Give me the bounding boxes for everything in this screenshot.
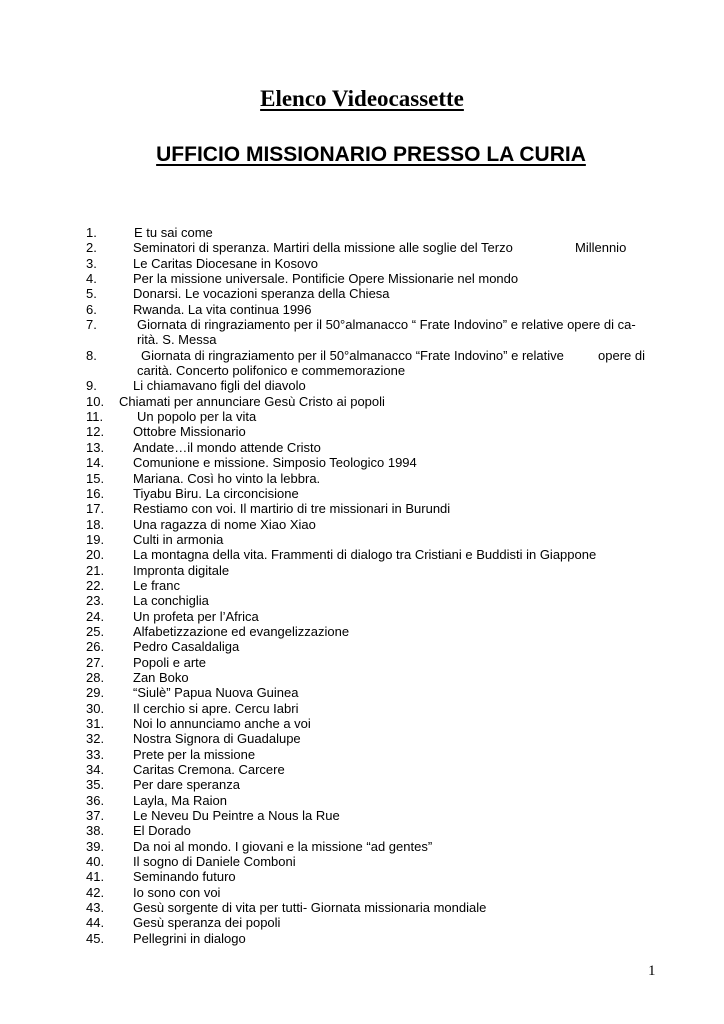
- list-item: [0, 808, 724, 823]
- list-item: [0, 762, 724, 777]
- item-title: “Siulè” Papua Nuova Guinea: [133, 685, 299, 701]
- item-number: 25.: [86, 623, 105, 639]
- list-item: [0, 593, 724, 608]
- item-title: Gesù sorgente di vita per tutti- Giornata missionaria mondiale: [133, 900, 487, 916]
- item-title: Popoli e arte: [133, 654, 206, 670]
- list-item: [0, 854, 724, 869]
- item-title: Per la missione universale. Pontificie Opere Missionarie nel mondo: [133, 271, 519, 287]
- list-item: [0, 777, 724, 792]
- item-title-continuation: Millennio: [575, 240, 627, 256]
- item-title: Zan Boko: [133, 669, 189, 685]
- list-item: [0, 609, 724, 624]
- document-title: Elenco Videocassette: [260, 86, 464, 111]
- list-item: [0, 624, 724, 639]
- item-title: Comunione e missione. Simposio Teologico 1994: [133, 455, 417, 471]
- item-title: La conchiglia: [133, 593, 209, 609]
- item-number: 30.: [86, 700, 105, 716]
- list-item: [0, 532, 724, 547]
- item-title: Da noi al mondo. I giovani e la missione “ad gentes”: [133, 838, 433, 854]
- item-number: 41.: [86, 869, 105, 885]
- item-title: Io sono con voi: [133, 884, 221, 900]
- item-number: 27.: [86, 654, 105, 670]
- item-title: Chiamati per annunciare Gesù Cristo ai popoli: [119, 393, 385, 409]
- item-title: Andate…il mondo attende Cristo: [133, 439, 321, 455]
- item-number: 44.: [86, 915, 105, 931]
- item-title: Seminando futuro: [133, 869, 236, 885]
- item-title: Il sogno di Daniele Comboni: [133, 854, 296, 870]
- list-item: [0, 471, 724, 486]
- item-number: 31.: [86, 716, 105, 731]
- item-number: 45.: [86, 930, 105, 946]
- item-number: 24.: [86, 608, 105, 624]
- list-item: [0, 440, 724, 455]
- list-item-continuation: [0, 363, 724, 378]
- item-title: Caritas Cremona. Carcere: [133, 762, 285, 778]
- list-item: [0, 547, 724, 562]
- item-title: La montagna della vita. Frammenti di dialogo tra Cristiani e Buddisti in Giappone: [133, 547, 597, 563]
- item-number: 12.: [86, 424, 105, 440]
- page-number: 1: [648, 963, 656, 979]
- item-title: Pellegrini in dialogo: [133, 930, 246, 946]
- item-number: 1.: [86, 225, 97, 240]
- item-number: 39.: [86, 838, 105, 854]
- item-number: 18.: [86, 516, 105, 532]
- list-item: [0, 869, 724, 884]
- list-item: [0, 885, 724, 900]
- item-title: Impronta digitale: [133, 562, 230, 578]
- list-item: [0, 302, 724, 317]
- item-number: 16.: [86, 485, 105, 501]
- item-title: Li chiamavano figli del diavolo: [133, 378, 306, 394]
- item-number: 19.: [86, 531, 105, 547]
- item-title: Rwanda. La vita continua 1996: [133, 301, 312, 317]
- list-item: [0, 731, 724, 746]
- list-item: [0, 639, 724, 654]
- list-item: [0, 915, 724, 930]
- list-item: [0, 394, 724, 409]
- list-item: [0, 378, 724, 393]
- item-title: El Dorado: [133, 823, 191, 839]
- item-number: 20.: [86, 547, 105, 563]
- list-item: [0, 900, 724, 915]
- list-item: [0, 240, 724, 255]
- list-item: [0, 225, 724, 240]
- item-title: Seminatori di speranza. Martiri della missione alle soglie del Terzo: [133, 240, 513, 256]
- item-number: 29.: [86, 685, 105, 701]
- list-item: [0, 563, 724, 578]
- list-item: [0, 931, 724, 946]
- item-number: 10.: [86, 393, 105, 409]
- item-number: 23.: [86, 593, 105, 609]
- item-number: 5.: [86, 286, 97, 302]
- item-title: Donarsi. Le vocazioni speranza della Chiesa: [133, 286, 390, 302]
- item-number: 32.: [86, 731, 105, 747]
- item-title: Gesù speranza dei popoli: [133, 915, 281, 931]
- list-item: [0, 823, 724, 838]
- item-number: 4.: [86, 271, 97, 287]
- item-number: 2.: [86, 240, 97, 256]
- item-number: 28.: [86, 669, 105, 685]
- list-item: [0, 747, 724, 762]
- item-title: Giornata di ringraziamento per il 50°almanacco “ Frate Indovino” e relative opere di ca-: [137, 317, 636, 333]
- list-item: [0, 409, 724, 424]
- item-title: Un popolo per la vita: [137, 409, 257, 425]
- list-item: [0, 256, 724, 271]
- item-number: 6.: [86, 301, 97, 317]
- item-title: Prete per la missione: [133, 746, 256, 762]
- item-title: Per dare speranza: [133, 777, 240, 793]
- list-item: [0, 424, 724, 439]
- list-item: [0, 701, 724, 716]
- item-number: 36.: [86, 792, 105, 808]
- item-title: Le Neveu Du Peintre a Nous la Rue: [133, 808, 340, 824]
- list-item: [0, 348, 724, 363]
- item-title: Il cerchio si apre. Cercu Iabri: [133, 700, 299, 716]
- item-title: Culti in armonia: [133, 531, 224, 547]
- item-title: Un profeta per l’Africa: [133, 608, 259, 624]
- item-number: 35.: [86, 777, 105, 793]
- item-title: Pedro Casaldaliga: [133, 639, 240, 655]
- item-number: 43.: [86, 900, 105, 916]
- list-item: [0, 670, 724, 685]
- item-title-continuation: opere di: [598, 347, 645, 363]
- item-number: 42.: [86, 884, 105, 900]
- list-item: [0, 517, 724, 532]
- list-item: [0, 286, 724, 301]
- item-number: 22.: [86, 577, 105, 593]
- item-title: Nostra Signora di Guadalupe: [133, 731, 301, 747]
- item-title: Le Caritas Diocesane in Kosovo: [133, 255, 318, 271]
- item-number: 15.: [86, 470, 105, 486]
- videocassette-list: [0, 225, 724, 946]
- item-title-continuation: carità. Concerto polifonico e commemorazione: [137, 363, 406, 379]
- item-title: Restiamo con voi. Il martirio di tre missionari in Burundi: [133, 501, 451, 517]
- item-number: 34.: [86, 762, 105, 778]
- item-number: 17.: [86, 501, 105, 517]
- item-number: 37.: [86, 808, 105, 824]
- list-item: [0, 716, 724, 731]
- list-item: [0, 486, 724, 501]
- list-item: [0, 655, 724, 670]
- item-number: 7.: [86, 317, 97, 333]
- list-item: [0, 839, 724, 854]
- item-title: Noi lo annunciamo anche a voi: [133, 716, 311, 731]
- list-item: [0, 793, 724, 808]
- item-title: E tu sai come: [134, 225, 213, 240]
- item-title: Layla, Ma Raion: [133, 792, 227, 808]
- item-title: Le franc: [133, 577, 180, 593]
- item-title: Tiyabu Biru. La circoncisione: [133, 485, 299, 501]
- item-number: 38.: [86, 823, 105, 839]
- item-title: Alfabetizzazione ed evangelizzazione: [133, 623, 350, 639]
- list-item: [0, 578, 724, 593]
- list-item: [0, 455, 724, 470]
- item-title: Giornata di ringraziamento per il 50°almanacco “Frate Indovino” e relative: [141, 347, 564, 363]
- item-number: 33.: [86, 746, 105, 762]
- item-number: 14.: [86, 455, 105, 471]
- document-subtitle: UFFICIO MISSIONARIO PRESSO LA CURIA: [156, 143, 586, 166]
- item-number: 8.: [86, 347, 97, 363]
- list-item: [0, 685, 724, 700]
- item-number: 21.: [86, 562, 105, 578]
- list-item: [0, 271, 724, 286]
- item-number: 13.: [86, 439, 105, 455]
- item-title: Una ragazza di nome Xiao Xiao: [133, 516, 316, 532]
- item-number: 9.: [86, 378, 97, 394]
- item-number: 40.: [86, 854, 105, 870]
- item-number: 11.: [86, 409, 104, 425]
- item-title-continuation: rità. S. Messa: [137, 332, 217, 348]
- item-number: 26.: [86, 639, 105, 655]
- item-number: 3.: [86, 255, 97, 271]
- list-item-continuation: [0, 332, 724, 347]
- list-item: [0, 317, 724, 332]
- item-title: Mariana. Così ho vinto la lebbra.: [133, 470, 321, 486]
- item-title: Ottobre Missionario: [133, 424, 246, 440]
- list-item: [0, 501, 724, 516]
